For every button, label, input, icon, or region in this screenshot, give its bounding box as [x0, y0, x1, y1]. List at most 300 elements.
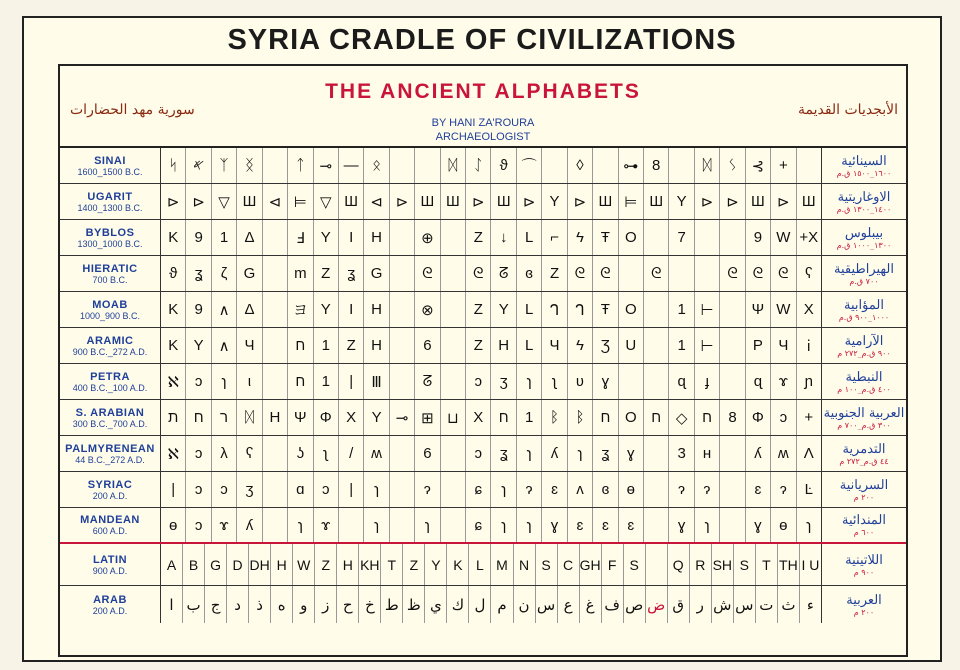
glyph-cell: 6 — [415, 436, 440, 471]
glyph-cell: ɛ — [619, 508, 644, 542]
glyph-cell: ɟ — [695, 364, 720, 399]
glyph-cell: ᘓ — [771, 256, 796, 291]
glyph-cell — [263, 328, 288, 363]
glyph-cell: ⊸ — [390, 400, 415, 435]
glyph-cell: ⌒ — [517, 148, 542, 183]
glyph-cell: ʍ — [364, 436, 389, 471]
script-label — [60, 220, 161, 255]
glyph-cell: ח — [644, 400, 669, 435]
glyph-cell: ɔ — [186, 436, 211, 471]
glyph-cell: ⊢ — [695, 328, 720, 363]
glyph-cell: W — [771, 292, 796, 327]
glyph-cell — [441, 328, 466, 363]
glyph-cell: ᘔ — [415, 364, 440, 399]
glyph-cell — [441, 256, 466, 291]
arabic-script-label — [822, 472, 906, 507]
glyph-cell: ا — [161, 586, 183, 623]
subtitle: THE ANCIENT ALPHABETS — [325, 80, 641, 103]
glyph-cell: ◊ — [568, 148, 593, 183]
glyph-cell: ח — [593, 400, 618, 435]
glyph-cell: H — [271, 544, 293, 585]
glyph-cell — [415, 148, 440, 183]
glyph-cell: GH — [580, 544, 602, 585]
script-date: 1300_1000 B.C. — [77, 238, 143, 249]
glyph-cell: ʕ — [805, 265, 813, 282]
glyph-cell: Y — [314, 220, 339, 255]
glyph-cell: ʌ — [568, 472, 593, 507]
chart-frame — [58, 64, 908, 657]
glyph-cell: O — [619, 292, 644, 327]
glyph-cell: ɂ — [517, 472, 542, 507]
glyph-cell: 1 — [669, 292, 694, 327]
glyph-cell: ظ — [403, 586, 425, 623]
glyph-cell: Y — [314, 292, 339, 327]
glyph-cell: ɋ — [746, 364, 771, 399]
glyph-cell: 1 — [669, 328, 694, 363]
glyph-cell: 9 — [746, 220, 771, 255]
glyph-cell: ج — [205, 586, 227, 623]
script-date: 600 A.D. — [92, 526, 128, 536]
glyph-cell: L — [469, 544, 491, 585]
glyph-cell: H — [337, 544, 359, 585]
arabic-script-name: النبطية — [845, 369, 883, 385]
glyph-cell: ɔ — [186, 364, 211, 399]
glyph-cell: ʜ — [695, 436, 720, 471]
glyph-cell: ⊲ — [263, 184, 288, 219]
glyph-cell: K — [161, 292, 186, 327]
glyph-cell — [263, 436, 288, 471]
glyph-cell: ب — [183, 586, 205, 623]
glyph-cell: ɕ — [466, 472, 491, 507]
glyph-cell: س — [734, 586, 756, 623]
arabic-script-label — [822, 586, 906, 623]
glyph-cell: ɞ — [593, 472, 618, 507]
glyph-cell: P — [746, 328, 771, 363]
glyph-cells — [161, 364, 822, 399]
glyph-cell: ɿ — [517, 436, 542, 471]
glyph-cell — [619, 364, 644, 399]
glyph-cell: ∧ — [212, 328, 237, 363]
glyph-cell — [390, 472, 415, 507]
glyph-cell: ل — [469, 586, 491, 623]
glyph-cell: Ŀ — [804, 481, 813, 498]
glyph-cell: د — [227, 586, 249, 623]
glyph-cell: ق — [668, 586, 690, 623]
glyph-cell: ◇ — [669, 400, 694, 435]
glyph-cell — [669, 148, 694, 183]
glyph-cell: / — [339, 436, 364, 471]
glyph-cell — [263, 472, 288, 507]
script-date: 900 B.C._272 A.D. — [72, 346, 148, 357]
script-name: UGARIT — [87, 190, 133, 203]
glyph-cell: 1 — [314, 364, 339, 399]
glyph-cells — [161, 256, 822, 291]
glyph-cell: 1 — [314, 328, 339, 363]
glyph-cell: ز — [315, 586, 337, 623]
glyph-cell: 7 — [669, 220, 694, 255]
glyph-cell — [390, 148, 415, 183]
glyph-cell: 9 — [186, 220, 211, 255]
glyph-cell — [441, 508, 466, 542]
glyph-cell: ϑ — [491, 148, 516, 183]
arabic-script-name: الاوغاريتية — [837, 189, 891, 205]
glyph-cell — [644, 292, 669, 327]
glyph-cell: ɞ — [517, 256, 542, 291]
glyph-cell: 8 — [644, 148, 669, 183]
glyph-cell — [441, 292, 466, 327]
glyph-cell — [669, 256, 694, 291]
glyph-cell — [695, 256, 720, 291]
glyph-cell: ɲ — [804, 373, 813, 390]
arabic-script-label — [822, 328, 906, 363]
script-label — [60, 472, 161, 507]
glyph-cell — [797, 148, 821, 183]
glyph-cell: ⅰ — [806, 337, 811, 355]
script-date: 400 B.C._100 A.D. — [72, 382, 148, 393]
arabic-script-date: ٤٤ ق.م_٢٧٢ م — [839, 456, 889, 466]
glyph-cell: ᛒ — [568, 400, 593, 435]
glyph-cell: K — [161, 328, 186, 363]
glyph-cell: ∧ — [212, 292, 237, 327]
glyph-cells — [161, 508, 822, 542]
glyph-cell: ر — [690, 586, 712, 623]
glyph-cell: ⊶ — [619, 148, 644, 183]
glyph-cell: G — [237, 256, 262, 291]
glyph-cell: 𐤀 — [186, 148, 211, 183]
script-name: S. ARABIAN — [75, 406, 145, 419]
arabic-script-date: ٦٠٠ م — [853, 528, 875, 537]
glyph-cell: G — [364, 256, 389, 291]
glyph-cell: ɛ — [746, 472, 771, 507]
glyph-cell: S — [624, 544, 646, 585]
glyph-cell: Ч — [237, 328, 262, 363]
glyph-cell: ⊗ — [415, 292, 440, 327]
glyph-cell: ɔ — [186, 472, 211, 507]
glyph-cell: ɣ — [619, 436, 644, 471]
script-name: BYBLOS — [85, 226, 135, 239]
glyph-cell: ɤ — [771, 364, 796, 399]
script-label — [60, 586, 161, 623]
glyph-cell: ᛞ — [237, 400, 262, 435]
author-name: BY HANI ZA'ROURA — [431, 117, 535, 129]
glyph-cell: ᒉ — [542, 292, 567, 327]
glyph-cell — [263, 292, 288, 327]
script-name: ARAB — [93, 593, 127, 606]
glyph-cell: ʎ — [746, 436, 771, 471]
glyph-cell: L — [517, 292, 542, 327]
glyph-cell: ɕ — [466, 508, 491, 542]
glyph-cell: m — [288, 256, 313, 291]
arabic-script-date: ٩٠٠ م — [853, 567, 875, 577]
glyph-cell: ɿ — [517, 364, 542, 399]
glyph-cell: 1 — [212, 220, 237, 255]
glyph-cell: ⊨ — [288, 184, 313, 219]
glyph-cell: Z — [466, 328, 491, 363]
arabic-script-date: ١٠٠٠_٩٠٠ ق.م — [838, 312, 890, 322]
glyph-cell: ʋ — [568, 364, 593, 399]
glyph-cell: ᛏ — [288, 148, 313, 183]
glyph-cell — [644, 436, 669, 471]
glyph-cell: ʎ — [542, 436, 567, 471]
arabic-script-label — [822, 184, 906, 219]
glyph-cell — [644, 508, 669, 542]
glyph-cell: B — [183, 544, 205, 585]
glyph-cell: C — [558, 544, 580, 585]
glyph-cell: ʕ — [237, 436, 262, 471]
glyph-cell: O — [619, 400, 644, 435]
script-label — [60, 184, 161, 219]
glyph-cell: ᘓ — [415, 256, 440, 291]
glyph-cell: Y — [186, 328, 211, 363]
glyph-cell: ض — [646, 586, 668, 623]
glyph-cell: ɂ — [695, 472, 720, 507]
script-date: 900 A.D. — [92, 565, 128, 576]
script-label — [60, 436, 161, 471]
glyph-cell: Ш — [441, 184, 466, 219]
glyph-cell: | — [161, 472, 186, 507]
glyph-cell: S — [536, 544, 558, 585]
script-date: 700 B.C. — [92, 274, 128, 285]
glyph-cell: ɤ — [212, 508, 237, 542]
glyph-cell: ɔ — [212, 472, 237, 507]
arabic-script-name: المندائية — [842, 513, 886, 528]
glyph-cell: ت — [756, 586, 778, 623]
glyph-cell: ɣ — [542, 508, 567, 542]
glyph-cell — [644, 472, 669, 507]
glyph-cell: Z — [314, 256, 339, 291]
glyph-cell: Δ — [237, 292, 262, 327]
glyph-cell: 1 — [517, 400, 542, 435]
glyph-cell: L — [517, 328, 542, 363]
glyph-cell: ص — [624, 586, 646, 623]
glyph-cell: ɿ — [695, 508, 720, 542]
poster — [22, 16, 942, 662]
glyph-cell: + — [804, 409, 814, 426]
glyph-cell — [390, 508, 415, 542]
glyph-cell: S — [734, 544, 756, 585]
glyph-cell: X — [466, 400, 491, 435]
glyph-cells — [161, 148, 822, 183]
glyph-cell: H — [491, 328, 516, 363]
glyph-cell: W — [771, 220, 796, 255]
glyph-cell: G — [205, 544, 227, 585]
glyph-cell — [720, 292, 745, 327]
table-row — [60, 292, 906, 328]
glyph-cell: ɿ — [568, 436, 593, 471]
script-date: 1000_900 B.C. — [79, 310, 141, 321]
arabic-script-label — [822, 148, 906, 183]
script-date: 44 B.C._272 A.D. — [75, 454, 145, 465]
glyph-cell: ʓ — [339, 256, 364, 291]
glyph-cell: Q — [668, 544, 690, 585]
glyph-cell: ᛝ — [237, 148, 262, 183]
glyph-cell: M — [491, 544, 513, 585]
glyph-cell — [263, 148, 288, 183]
arabic-title-right: الأبجديات القديمة — [797, 102, 898, 118]
glyph-cell: ف — [602, 586, 624, 623]
glyph-cell: ᘓ — [644, 256, 669, 291]
arabic-script-label — [822, 436, 906, 471]
glyph-cell — [695, 220, 720, 255]
glyph-cell: ɣ — [746, 508, 771, 542]
table-row — [60, 220, 906, 256]
script-label — [60, 256, 161, 291]
glyph-cell: 3 — [669, 436, 694, 471]
author-block — [60, 116, 906, 144]
glyph-cell: ɔ — [186, 508, 211, 542]
glyph-cell: ⊳ — [517, 184, 542, 219]
glyph-cell: L — [517, 220, 542, 255]
glyph-cell: I — [339, 220, 364, 255]
glyph-cell: ذ — [249, 586, 271, 623]
script-label — [60, 328, 161, 363]
glyph-cell: ר — [212, 400, 237, 435]
script-date: 200 A.D. — [92, 605, 128, 616]
glyph-cell — [263, 364, 288, 399]
glyph-cell: K — [161, 220, 186, 255]
glyph-cell: Ш — [415, 184, 440, 219]
glyph-cell: ᘓ — [720, 256, 745, 291]
glyph-cell: ℵ — [161, 364, 186, 399]
glyph-cell: ɿ — [364, 472, 389, 507]
glyph-cell: ɂ — [669, 472, 694, 507]
glyph-cell: Ʌ — [803, 445, 814, 462]
glyph-cells — [161, 544, 822, 585]
script-name: PETRA — [90, 370, 130, 383]
script-label — [60, 292, 161, 327]
glyph-cell: I U — [801, 556, 820, 573]
glyph-cell: ▽ — [314, 184, 339, 219]
glyph-cell: خ — [359, 586, 381, 623]
glyph-cells — [161, 586, 822, 623]
glyph-cell: ᛉ — [212, 148, 237, 183]
arabic-script-name: الآرامية — [844, 333, 884, 349]
glyph-cell — [720, 364, 745, 399]
glyph-cells — [161, 328, 822, 363]
script-name: MOAB — [92, 298, 128, 311]
glyph-cell — [390, 292, 415, 327]
script-name: SINAI — [94, 154, 126, 167]
glyph-cell: ك — [447, 586, 469, 623]
glyph-cell: A — [161, 544, 183, 585]
glyph-cell: Ч — [542, 328, 567, 363]
glyph-cell: ɿ — [491, 472, 516, 507]
glyph-cell: ɤ — [314, 508, 339, 542]
glyph-cell: ⊳ — [695, 184, 720, 219]
glyph-cell: Z — [403, 544, 425, 585]
glyph-cell: ⊳ — [390, 184, 415, 219]
script-label — [60, 508, 161, 542]
glyph-cell: Z — [466, 220, 491, 255]
glyph-cell: ⊢ — [695, 292, 720, 327]
script-date: 1600_1500 B.C. — [77, 166, 143, 177]
glyph-cell: Z — [466, 292, 491, 327]
glyph-cell: ᛟ — [364, 148, 389, 183]
glyph-cell — [720, 220, 745, 255]
glyph-cell: ח — [186, 400, 211, 435]
script-name: LATIN — [92, 553, 128, 566]
glyph-cell: ɂ — [415, 472, 440, 507]
glyph-cell: N — [514, 544, 536, 585]
glyph-cell: ᛒ — [542, 400, 567, 435]
arabic-script-label — [822, 292, 906, 327]
glyph-cell — [263, 220, 288, 255]
glyph-cell: ɿ — [288, 508, 313, 542]
glyph-cell: ⊲ — [364, 184, 389, 219]
glyph-cell: ع — [558, 586, 580, 623]
glyph-cell: H — [364, 328, 389, 363]
glyph-cells — [161, 220, 822, 255]
glyph-cell: Y — [542, 184, 567, 219]
author-role: ARCHAEOLOGIST — [435, 131, 531, 143]
glyph-cell: ᘓ — [593, 256, 618, 291]
glyph-cell: Ш — [339, 184, 364, 219]
glyph-cell: Ч — [771, 328, 796, 363]
glyph-cell: م — [491, 586, 513, 623]
glyph-cell: KH — [359, 544, 381, 585]
script-label — [60, 544, 161, 585]
arabic-script-date: ٩٠٠ ق.م_٢٧٢ م — [837, 348, 891, 358]
glyph-cell: ח — [288, 364, 313, 399]
glyph-cell: Ʒ — [593, 328, 618, 363]
arabic-script-name: العربية الجنوبية — [823, 405, 905, 421]
glyph-cell: ⊳ — [186, 184, 211, 219]
table-row — [60, 586, 906, 623]
glyph-cell: ɑ — [288, 472, 313, 507]
glyph-cell: ɿ — [364, 508, 389, 542]
table-row — [60, 472, 906, 508]
glyph-cell: Ⅎ — [288, 220, 313, 255]
glyph-cell: ɿ — [415, 508, 440, 542]
script-label — [60, 148, 161, 183]
glyph-cell: Φ — [314, 400, 339, 435]
glyph-cell: ʒ — [237, 472, 262, 507]
glyph-cell: Y — [364, 400, 389, 435]
table-row — [60, 364, 906, 400]
glyph-cell: ɵ — [619, 472, 644, 507]
glyph-cell: ɔ — [466, 364, 491, 399]
glyph-cell: ↓ — [491, 220, 516, 255]
glyph-cell: D — [227, 544, 249, 585]
glyph-cell: ⊞ — [415, 400, 440, 435]
glyph-cell: ⌐ — [542, 220, 567, 255]
glyph-cell: Y — [491, 292, 516, 327]
table-row — [60, 436, 906, 472]
glyph-cell — [390, 436, 415, 471]
glyph-cell: ɛ — [593, 508, 618, 542]
glyph-cell: ⊕ — [415, 220, 440, 255]
arabic-script-label — [822, 508, 906, 542]
glyph-cell: ɛ — [568, 508, 593, 542]
table-row — [60, 184, 906, 220]
glyph-cell — [542, 148, 567, 183]
glyph-cell: ϑ — [161, 256, 186, 291]
glyph-cell: ⊨ — [619, 184, 644, 219]
glyph-cell: X — [803, 301, 814, 318]
glyph-cell: ɵ — [161, 508, 186, 542]
arabic-script-name: العربية — [846, 592, 882, 608]
glyph-cell: ʅ — [542, 364, 567, 399]
glyph-cell — [644, 220, 669, 255]
glyph-cell: ᘔ — [491, 256, 516, 291]
table-row — [60, 328, 906, 364]
glyph-cell: U — [619, 328, 644, 363]
glyph-cell — [441, 472, 466, 507]
glyph-cell — [593, 148, 618, 183]
glyph-cell: T — [756, 544, 778, 585]
glyph-cell: غ — [580, 586, 602, 623]
glyph-cell: ɣ — [593, 364, 618, 399]
